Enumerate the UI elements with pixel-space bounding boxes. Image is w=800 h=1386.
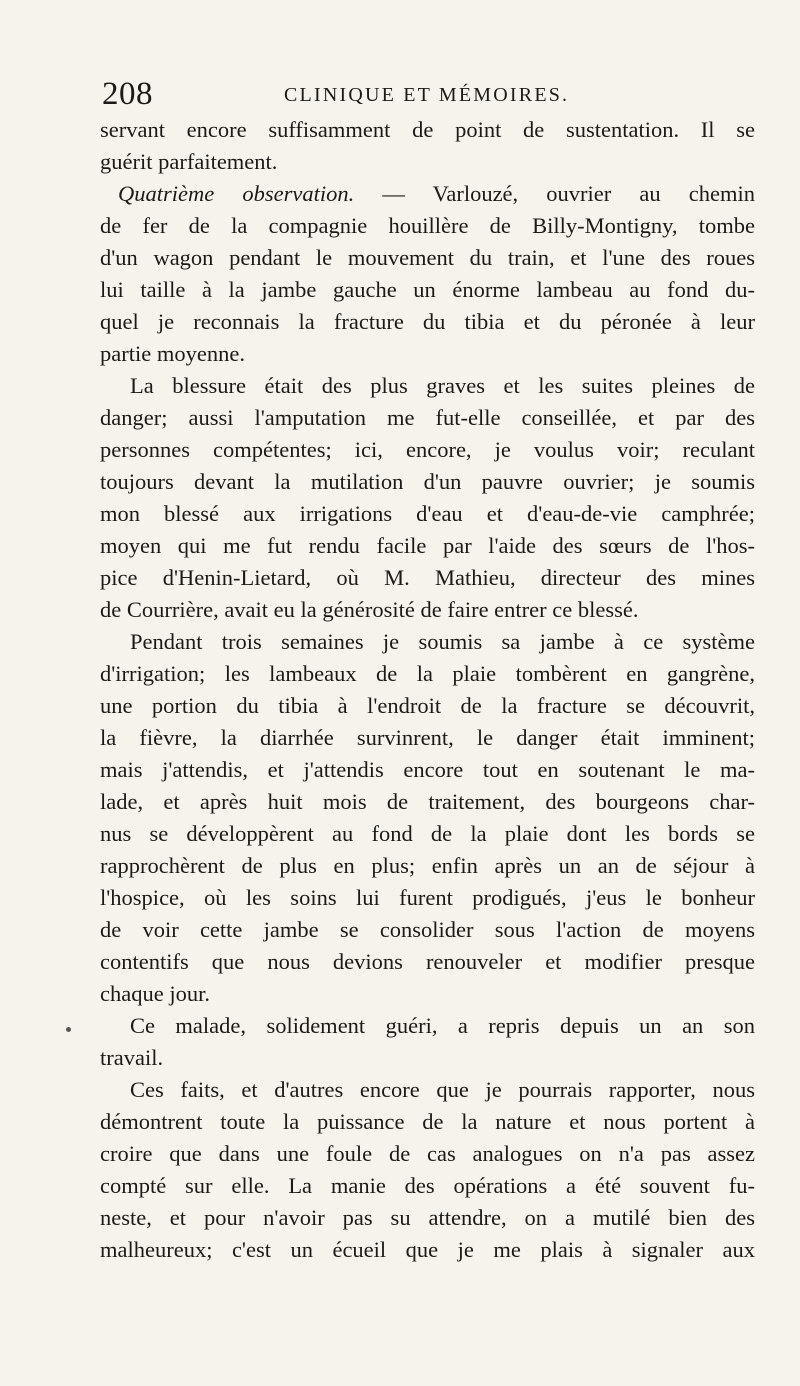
page-number: 208 bbox=[102, 76, 153, 112]
observation-title: Quatrième observation. bbox=[118, 181, 355, 206]
text-line: de fer de la compagnie houillère de Billy-Montigny, tombe bbox=[100, 213, 755, 238]
text-line: Ces faits, et d'autres encore que je pourrais rapporter, nous bbox=[130, 1077, 755, 1102]
text-line: d'irrigation; les lambeaux de la plaie tombèrent en gangrène, bbox=[100, 661, 755, 686]
text-line: de Courrière, avait eu la générosité de faire entrer ce blessé. bbox=[100, 597, 639, 622]
text-line: rapprochèrent de plus en plus; enfin après un an de séjour à bbox=[100, 853, 755, 878]
text-line: servant encore suffisamment de point de sustentation. Il se bbox=[100, 117, 755, 142]
observation-text: — Varlouzé, ouvrier au chemin bbox=[354, 181, 755, 206]
text-line: lade, et après huit mois de traitement, des bourgeons char- bbox=[100, 789, 755, 814]
text-line: neste, et pour n'avoir pas su attendre, on a mutilé bien des bbox=[100, 1205, 755, 1230]
text-line: Ce malade, solidement guéri, a repris depuis un an son bbox=[130, 1013, 755, 1038]
text-line: contentifs que nous devions renouveler et modifier presque bbox=[100, 949, 755, 974]
text-line: malheureux; c'est un écueil que je me plais à signaler aux bbox=[100, 1237, 755, 1262]
text-line: moyen qui me fut rendu facile par l'aide des sœurs de l'hos- bbox=[100, 533, 755, 558]
text-line: guérit parfaitement. bbox=[100, 149, 278, 174]
text-line: travail. bbox=[100, 1045, 164, 1070]
text-line: chaque jour. bbox=[100, 981, 210, 1006]
text-line: toujours devant la mutilation d'un pauvre ouvrier; je soumis bbox=[100, 469, 755, 494]
text-line: quel je reconnais la fracture du tibia et du péronée à leur bbox=[100, 309, 755, 334]
text-line: nus se développèrent au fond de la plaie dont les bords se bbox=[100, 821, 755, 846]
text-line: mon blessé aux irrigations d'eau et d'eau-de-vie camphrée; bbox=[100, 501, 755, 526]
text-line: compté sur elle. La manie des opérations a été souvent fu- bbox=[100, 1173, 755, 1198]
text-line: partie moyenne. bbox=[100, 341, 245, 366]
text-line: démontrent toute la puissance de la nature et nous portent à bbox=[100, 1109, 755, 1134]
text-line: personnes compétentes; ici, encore, je voulus voir; reculant bbox=[100, 437, 755, 462]
text-line: croire que dans une foule de cas analogues on n'a pas assez bbox=[100, 1141, 755, 1166]
text-line: danger; aussi l'amputation me fut-elle conseillée, et par des bbox=[100, 405, 755, 430]
page-header bbox=[102, 74, 742, 114]
text-line: lui taille à la jambe gauche un énorme lambeau au fond du- bbox=[100, 277, 755, 302]
running-title: CLINIQUE ET MÉMOIRES. bbox=[284, 84, 570, 106]
text-line: Pendant trois semaines je soumis sa jambe à ce système bbox=[130, 629, 755, 654]
observation-heading-line bbox=[118, 178, 755, 210]
text-line: de voir cette jambe se consolider sous l'action de moyens bbox=[100, 917, 755, 942]
text-line: La blessure était des plus graves et les suites pleines de bbox=[130, 373, 755, 398]
text-line: mais j'attendis, et j'attendis encore tout en soutenant le ma- bbox=[100, 757, 755, 782]
ink-speck bbox=[66, 1027, 71, 1032]
text-line: d'un wagon pendant le mouvement du train, et l'une des roues bbox=[100, 245, 755, 270]
text-line: une portion du tibia à l'endroit de la fracture se découvrit, bbox=[100, 693, 755, 718]
text-line: pice d'Henin-Lietard, où M. Mathieu, directeur des mines bbox=[100, 565, 755, 590]
text-line: la fièvre, la diarrhée survinrent, le danger était imminent; bbox=[100, 725, 755, 750]
text-line: l'hospice, où les soins lui furent prodigués, j'eus le bonheur bbox=[100, 885, 755, 910]
